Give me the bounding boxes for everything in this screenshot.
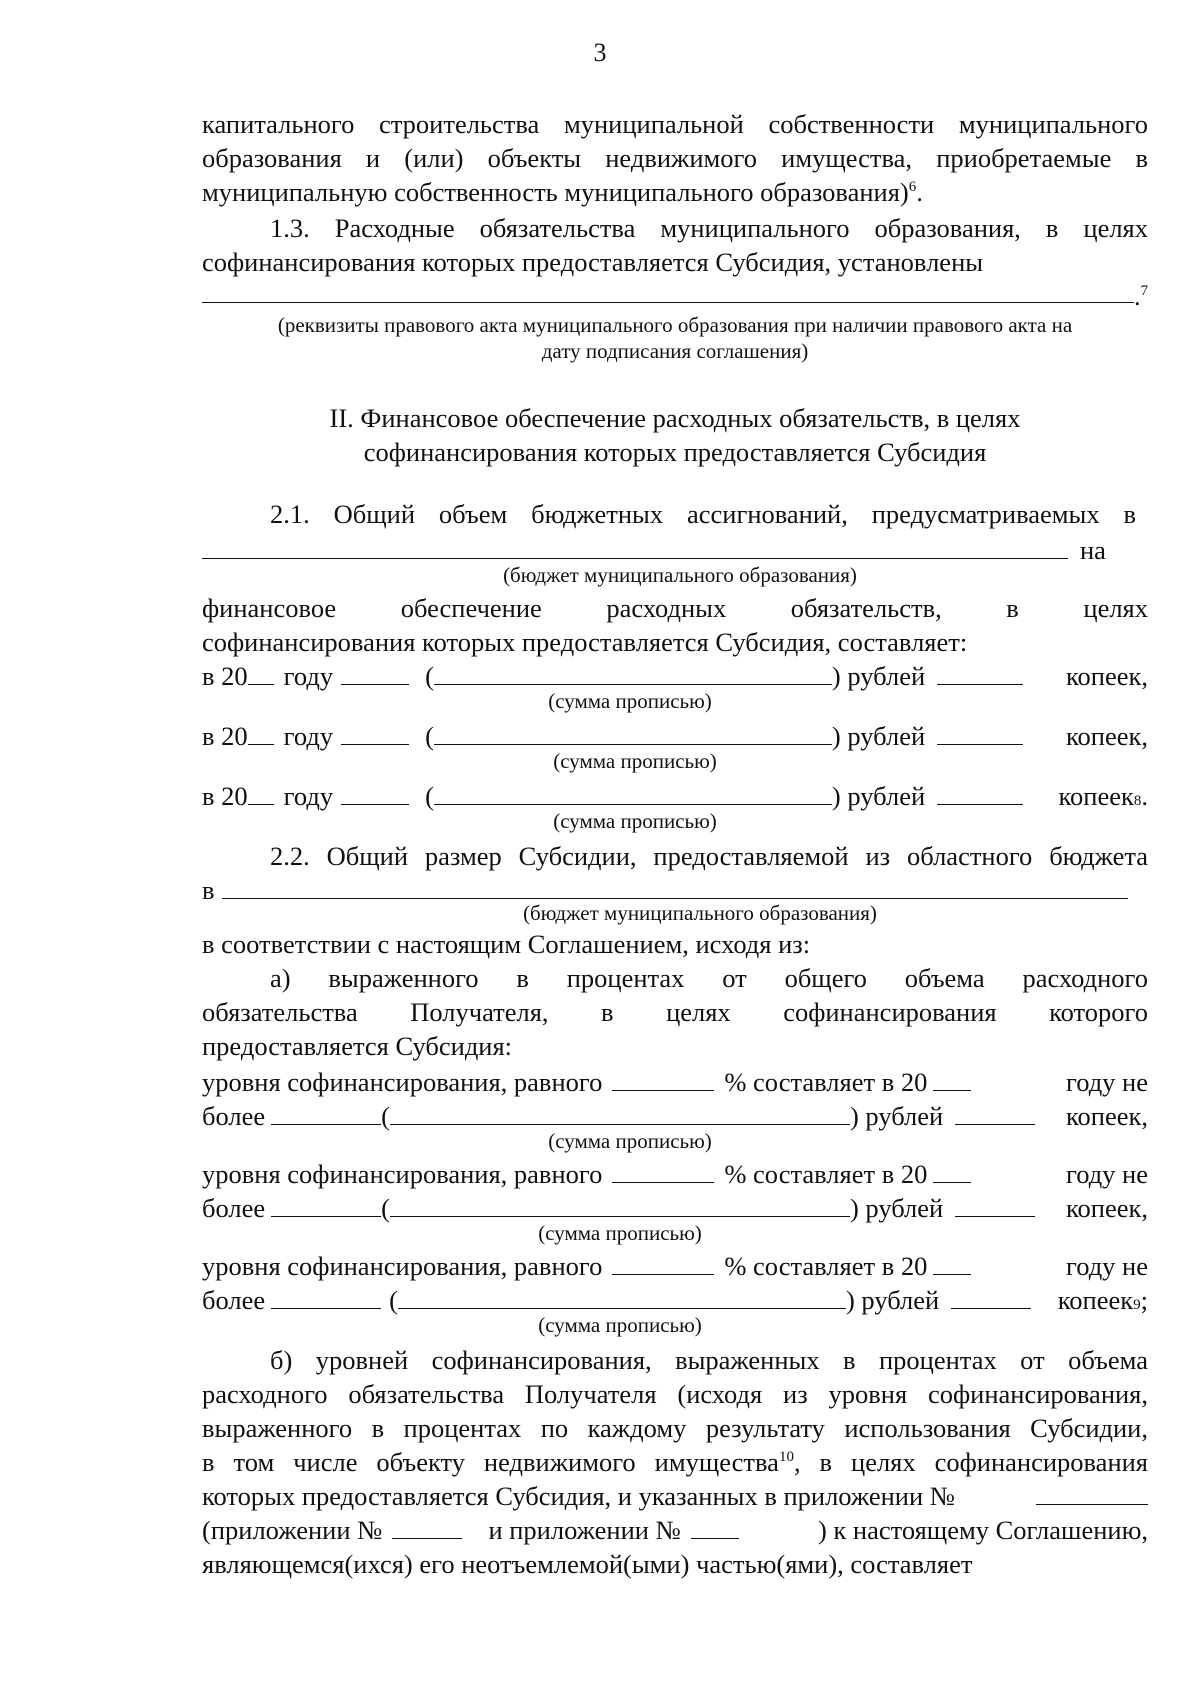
clause-2-1-na: на: [1080, 535, 1106, 565]
amount-blank: [271, 1284, 381, 1309]
year-row-2: в 20 году ( ) рублей копеек,: [202, 721, 1148, 751]
sum-caption-4: (сумма прописью): [548, 1129, 712, 1153]
clause-2-1-line-4: софинансирования которых предоставляется Субсидия, составляет:: [202, 627, 968, 657]
sum-caption-2: (сумма прописью): [553, 749, 717, 773]
level-row-3: уровня софинансирования, равного % составляет в 20 году не: [202, 1251, 1148, 1281]
item-a-line-3: предоставляется Субсидия:: [202, 1031, 513, 1061]
clause-1-3-end: .$^7$: [1134, 281, 1149, 311]
appendix-number-blank: [691, 1514, 739, 1539]
kopeck-blank: [955, 1192, 1035, 1217]
percent-blank: [612, 1250, 714, 1275]
sum-words-blank: [434, 780, 832, 805]
kopeck-blank: [937, 720, 1023, 745]
appendix-number-blank: [1036, 1480, 1148, 1505]
appendix-number-blank: [392, 1514, 462, 1539]
budget-blank-2-2: [222, 898, 1128, 899]
footnote-ref-7: 7: [1140, 283, 1149, 299]
percent-blank: [612, 1066, 714, 1091]
intro-line-2: образования и (или) объекты недвижимого имущества, приобретаемые в: [202, 143, 1148, 173]
legal-act-caption-1: (реквизиты правового акта муниципального образования при наличии правового акта на: [277, 313, 1073, 337]
kopeck-blank: [955, 1100, 1035, 1125]
sum-words-blank: [434, 720, 832, 745]
year-row-3: в 20 году ( ) рублей копеек 8 .: [202, 781, 1148, 811]
intro-line-1: капитального строительства муниципальной собственности муниципального: [202, 109, 1148, 139]
clause-1-3-line-2: софинансирования которых предоставляется Субсидия, установлены: [202, 247, 984, 277]
clause-2-1-line-3: финансовое обеспечение расходных обязательств, в целях: [202, 593, 1148, 623]
kopeck-blank: [937, 780, 1023, 805]
budget-caption-2-1: (бюджет муниципального образования): [503, 563, 857, 587]
year-row-1: в 20 году ( ) рублей копеек,: [202, 661, 1148, 691]
clause-2-2-line-3: в соответствии с настоящим Соглашением, исходя из:: [202, 929, 811, 959]
clause-2-1-line-1: 2.1. Общий объем бюджетных ассигнований, предусматриваемых в: [270, 499, 1136, 529]
level-row-2: уровня софинансирования, равного % составляет в 20 году не: [202, 1159, 1148, 1189]
sum-words-blank: [390, 1192, 850, 1217]
percent-blank: [612, 1158, 714, 1183]
year-blank: [248, 660, 274, 685]
item-b-line-1: б) уровней софинансирования, выраженных в процентах от объема: [270, 1345, 1148, 1375]
sum-words-blank: [390, 1100, 850, 1125]
sum-caption-6: (сумма прописью): [538, 1313, 702, 1337]
amount-blank: [271, 1192, 381, 1217]
item-b-line-6: (приложении № и приложении № ) к настоящему Соглашению,: [202, 1515, 1148, 1545]
amount-blank: [341, 780, 409, 805]
item-b-line-4: в том числе объекту недвижимого имущества$^{10}$, в целях софинансирования: [202, 1447, 1148, 1477]
budget-caption-2-2: (бюджет муниципального образования): [523, 901, 877, 925]
sum-words-blank: [434, 660, 832, 685]
year-blank: [248, 720, 274, 745]
sum-caption-1: (сумма прописью): [548, 689, 712, 713]
level-row-1: уровня софинансирования, равного % составляет в 20 году не: [202, 1067, 1148, 1097]
clause-2-2-v: в: [202, 875, 215, 905]
amount-blank: [341, 720, 409, 745]
kopeck-blank: [951, 1284, 1031, 1309]
amount-row-2: более ( ) рублей копеек,: [202, 1193, 1148, 1223]
page-number: 3: [593, 38, 607, 67]
footnote-ref-6: 6: [908, 179, 917, 195]
amount-blank: [271, 1100, 381, 1125]
kopeck-blank: [937, 660, 1023, 685]
item-b-line-7: являющемся(ихся) его неотъемлемой(ыми) частью(ями), составляет: [202, 1549, 973, 1579]
intro-line-3: муниципальную собственность муниципального образования)$^6$.: [202, 177, 923, 207]
legal-act-blank: [202, 302, 1134, 303]
sum-caption-3: (сумма прописью): [553, 809, 717, 833]
year-blank: [248, 780, 274, 805]
item-a-line-1: а) выраженного в процентах от общего объема расходного: [270, 963, 1148, 993]
clause-1-3-line-1: 1.3. Расходные обязательства муниципального образования, в целях: [270, 213, 1148, 243]
sum-caption-5: (сумма прописью): [538, 1221, 702, 1245]
year-blank: [933, 1158, 971, 1183]
year-blank: [933, 1250, 971, 1275]
amount-blank: [341, 660, 409, 685]
item-a-line-2: обязательства Получателя, в целях софинансирования которого: [202, 997, 1148, 1027]
clause-2-2-line-1: 2.2. Общий размер Субсидии, предоставляемой из областного бюджета: [270, 841, 1148, 871]
legal-act-caption-2: дату подписания соглашения): [541, 339, 809, 363]
sum-words-blank: [398, 1284, 846, 1309]
item-b-line-5: которых предоставляется Субсидия, и указанных в приложении №: [202, 1478, 1148, 1514]
budget-blank-2-1: [202, 558, 1068, 559]
item-b-line-3: выраженного в процентах по каждому результату использования Субсидии,: [202, 1413, 1148, 1443]
year-blank: [933, 1066, 971, 1091]
amount-row-1: более ( ) рублей копеек,: [202, 1101, 1148, 1131]
section-2-heading-2: софинансирования которых предоставляется Субсидия: [363, 437, 987, 467]
section-2-heading-1: II. Финансовое обеспечение расходных обязательств, в целях: [329, 403, 1021, 433]
amount-row-3: более ( ) рублей копеек 9 ;: [202, 1285, 1148, 1315]
footnote-ref-10: 10: [778, 1449, 794, 1465]
item-b-line-2: расходного обязательства Получателя (исходя из уровня софинансирования,: [202, 1379, 1148, 1409]
